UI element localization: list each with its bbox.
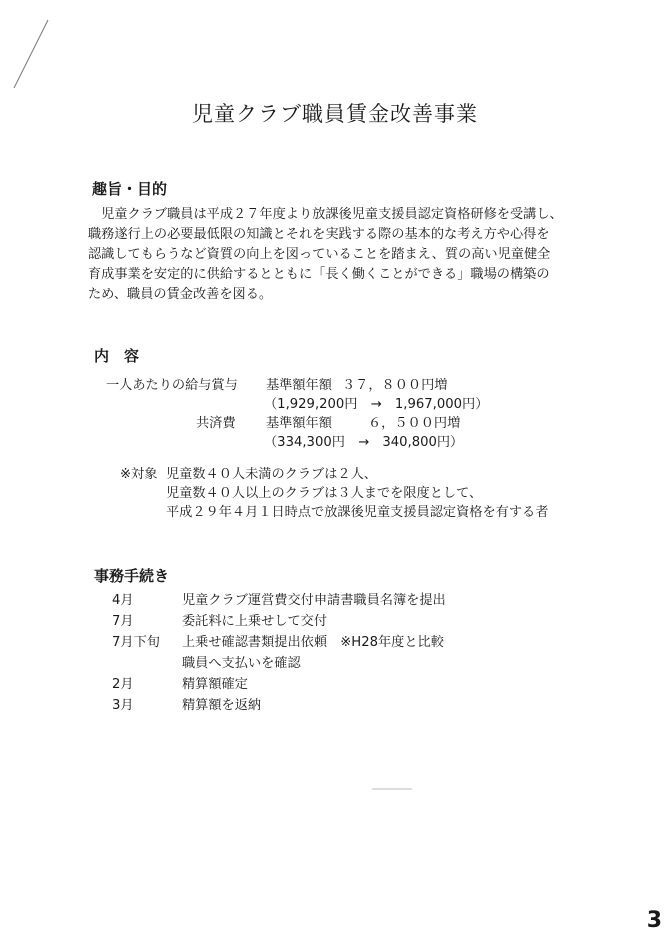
schedule-month: 4月: [112, 593, 134, 608]
schedule-month: 3月: [112, 698, 134, 713]
schedule-text: 精算額確定: [182, 677, 248, 692]
purpose-heading: 趣旨・目的: [92, 180, 168, 198]
target-line: 平成２９年４月１日時点で放課後児童支援員認定資格を有する者: [166, 505, 549, 520]
contents-heading: 内 容: [94, 347, 140, 365]
salary-basis: 基準額年額: [266, 378, 332, 393]
schedule-row: [112, 632, 446, 653]
schedule-text: 精算額を返納: [182, 698, 262, 713]
schedule-month: 7月: [112, 614, 134, 629]
mutual-amount: ６，５００円増: [368, 416, 461, 431]
procedure-heading: 事務手続き: [94, 567, 170, 585]
schedule-month: [112, 653, 182, 674]
salary-detail: （1,929,200円 → 1,967,000円）: [264, 397, 489, 412]
schedule-row: [112, 590, 446, 611]
schedule-row: [112, 695, 446, 716]
purpose-line: ため、職員の賃金改善を図る。: [88, 287, 273, 302]
purpose-line: 児童クラブ職員は平成２７年度より放課後児童支援員認定資格研修を受講し、: [88, 207, 563, 222]
schedule-month: 7月下旬: [112, 635, 160, 650]
mutual-label: 共済費: [196, 416, 236, 431]
purpose-line: 認識してもらうなど資質の向上を図っていることを踏まえ、質の高い児童健全: [88, 247, 551, 262]
mutual-basis: 基準額年額: [266, 416, 332, 431]
purpose-paragraph: [88, 205, 628, 305]
page-number: 3: [646, 908, 662, 933]
schedule-text: 児童クラブ運営費交付申請書職員名簿を提出: [182, 593, 446, 608]
page-title: 児童クラブ職員賃金改善事業: [192, 102, 478, 126]
mutual-detail: （334,300円 → 340,800円）: [264, 435, 464, 450]
target-line: 児童数４０人以上のクラブは３人までを限度として、: [166, 486, 483, 501]
target-label: ※対象: [120, 467, 158, 482]
procedure-schedule: [112, 590, 446, 716]
schedule-month: 2月: [112, 677, 134, 692]
schedule-row: [112, 653, 446, 674]
schedule-text: 上乗せ確認書類提出依頼 ※H28年度と比較: [182, 635, 444, 650]
scan-dash-mark: [370, 786, 420, 792]
schedule-row: [112, 611, 446, 632]
purpose-line: 職務遂行上の必要最低限の知識とそれを実践する際の基本的な考え方や心得を: [88, 227, 550, 242]
salary-amount: ３７，８００円増: [342, 378, 448, 393]
salary-label: 一人あたりの給与賞与: [106, 378, 238, 393]
schedule-row: [112, 674, 446, 695]
schedule-text: 委託料に上乗せして交付: [182, 614, 328, 629]
target-line: 児童数４０人未満のクラブは２人、: [166, 467, 377, 482]
schedule-text: 職員へ支払いを確認: [182, 656, 301, 671]
purpose-line: 育成事業を安定的に供給するとともに「長く働くことができる」職場の構築の: [88, 267, 550, 282]
scan-line-mark: [0, 0, 60, 100]
